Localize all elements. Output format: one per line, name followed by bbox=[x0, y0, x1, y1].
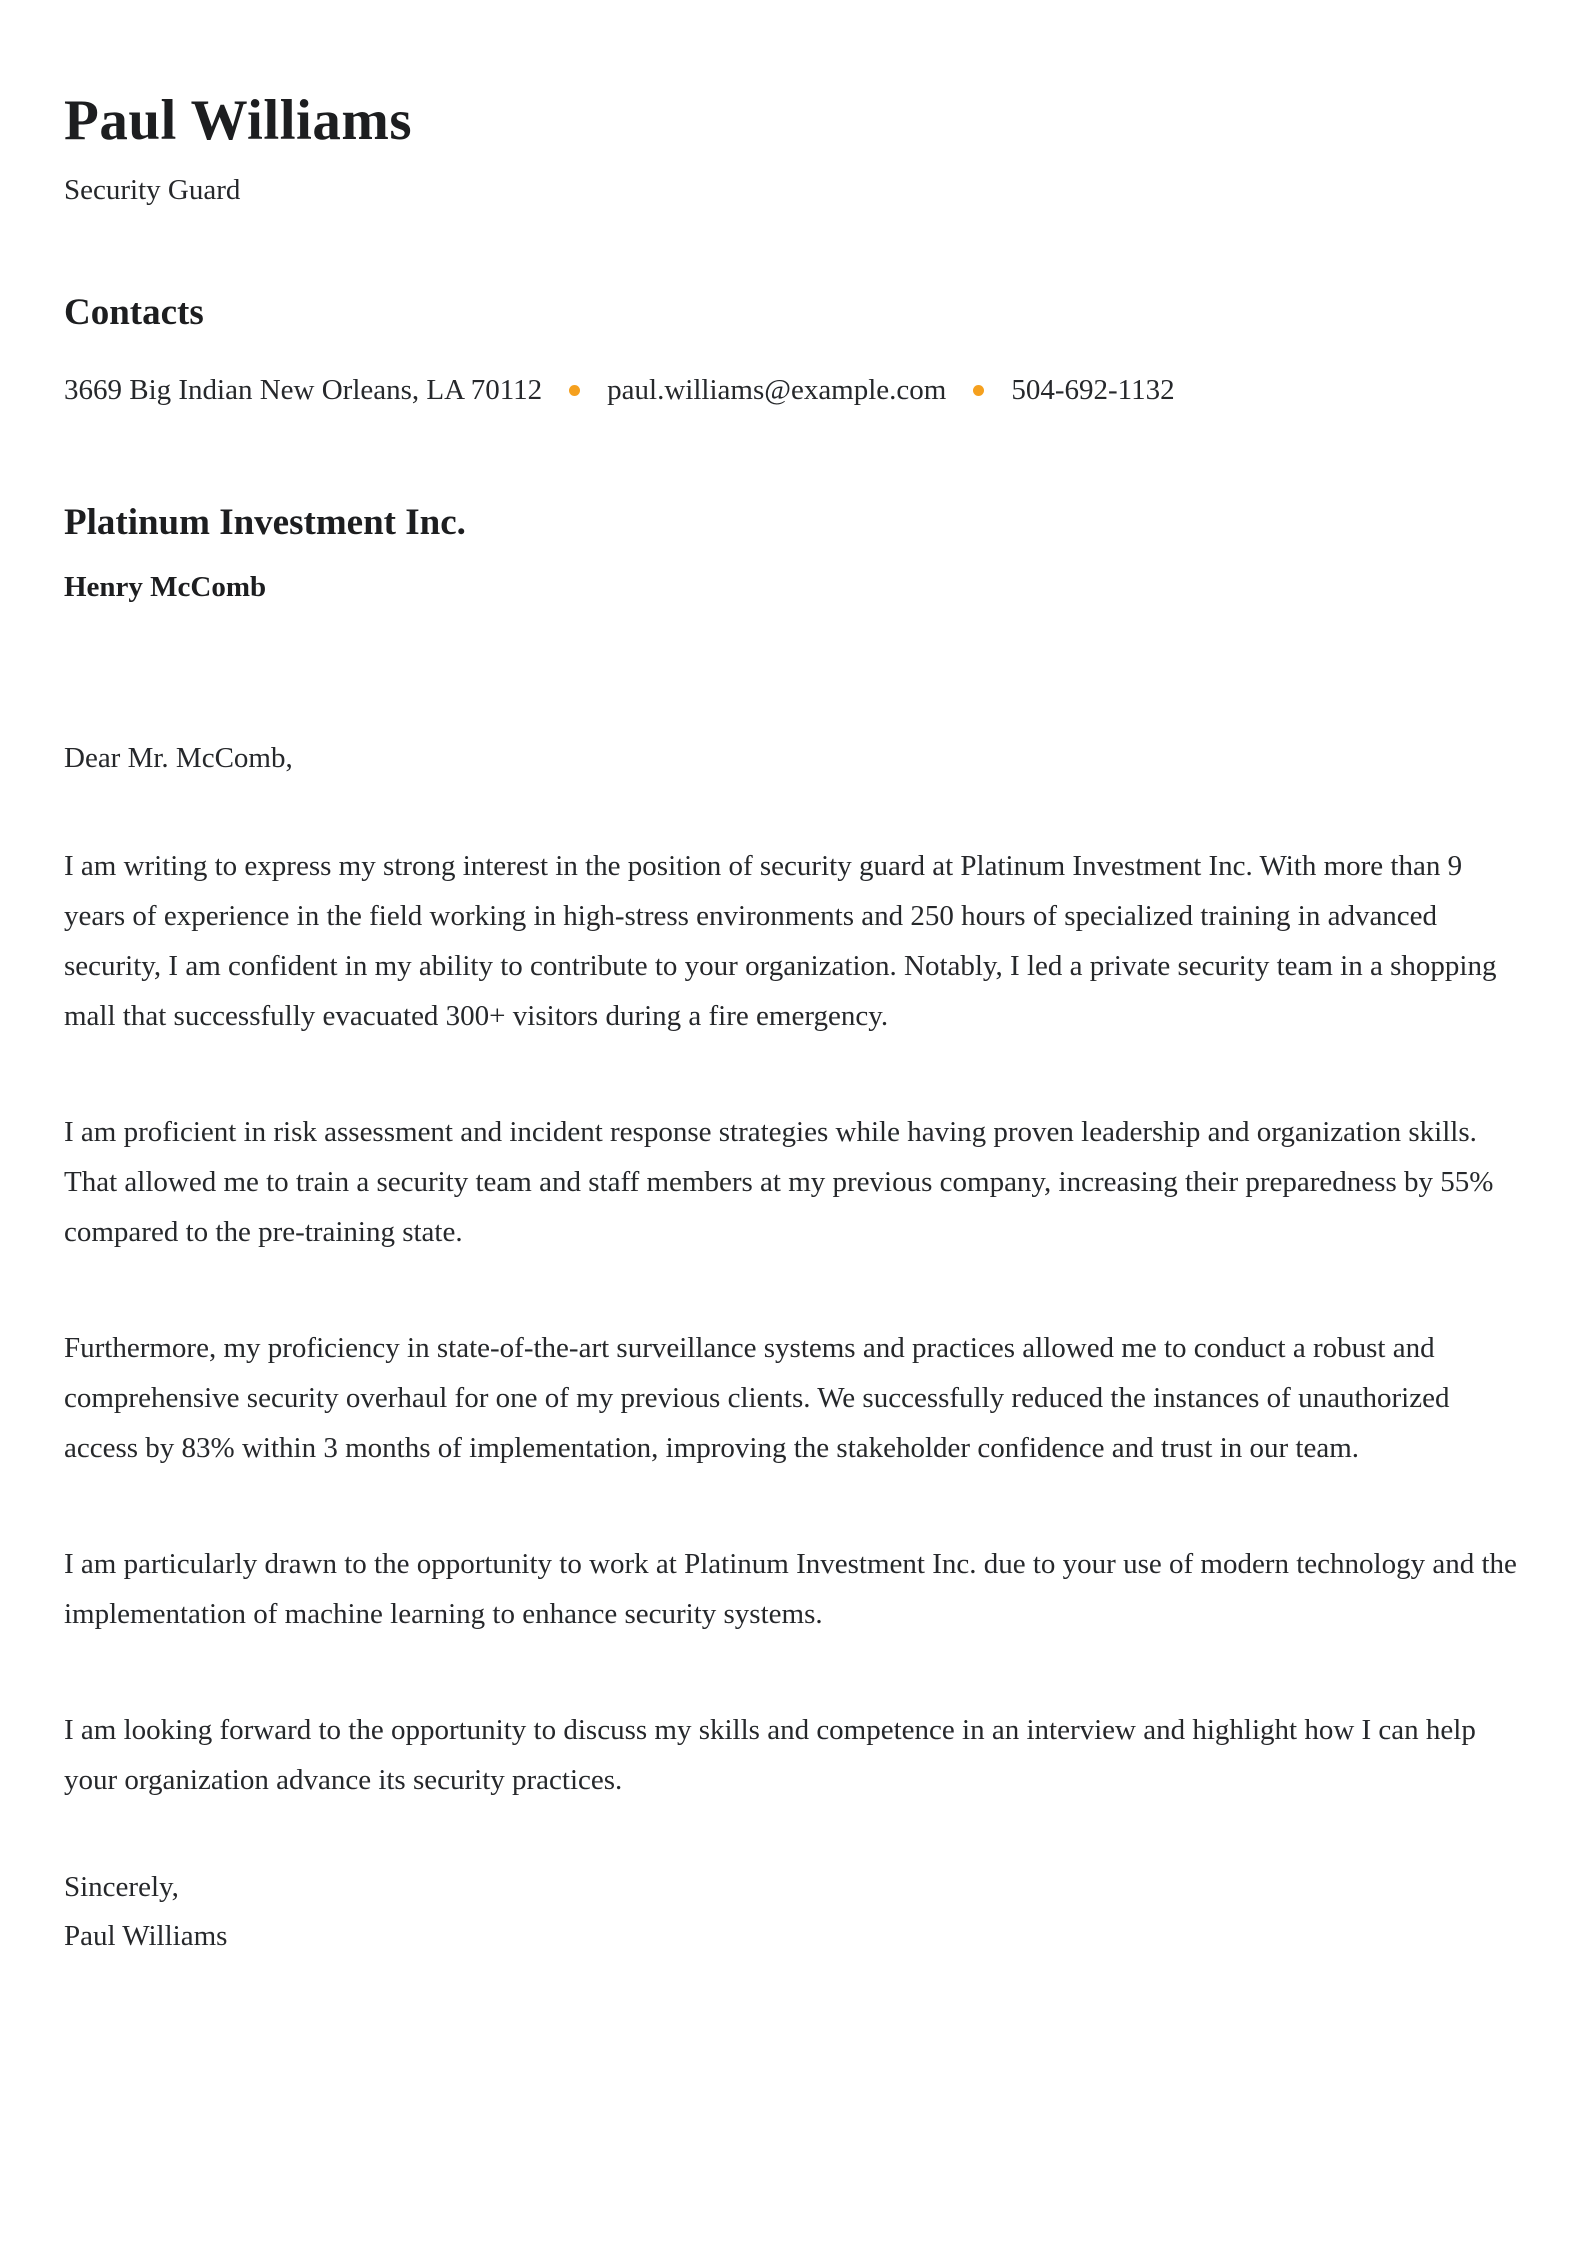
candidate-name: Paul Williams bbox=[64, 89, 413, 152]
letter-salutation: Dear Mr. McComb, bbox=[64, 741, 293, 774]
contacts-heading: Contacts bbox=[64, 291, 204, 333]
contact-email: paul.williams@example.com bbox=[607, 373, 947, 406]
recipient-contact-person: Henry McComb bbox=[64, 570, 267, 603]
contact-row bbox=[64, 374, 1524, 407]
recipient-company: Platinum Investment Inc. bbox=[64, 501, 466, 543]
letter-signature: Paul Williams bbox=[64, 1919, 228, 1952]
bullet-separator-icon bbox=[569, 385, 580, 396]
letter-paragraph: I am writing to express my strong interest in the position of security guard at Platinum Investment Inc. With more than 9 years of experience in the field working in high-stress environments and 250 hours of specialized training in advanced security, I am confident in my ability to contribute to your organization. Notably, I led a private security team in a shopping mall that successfully evacuated 300+ visitors during a fire emergency. bbox=[64, 849, 1497, 1032]
letter-paragraph: I am looking forward to the opportunity to discuss my skills and competence in an interview and highlight how I can help your organization advance its security practices. bbox=[64, 1713, 1476, 1796]
contact-address: 3669 Big Indian New Orleans, LA 70112 bbox=[64, 373, 543, 406]
contact-phone: 504-692-1132 bbox=[1011, 373, 1175, 406]
bullet-separator-icon bbox=[973, 385, 984, 396]
letter-closing: Sincerely, bbox=[64, 1870, 179, 1903]
candidate-job-title: Security Guard bbox=[64, 173, 241, 206]
letter-paragraph: I am particularly drawn to the opportunity to work at Platinum Investment Inc. due to your use of modern technology and the implementation of machine learning to enhance security systems. bbox=[64, 1547, 1517, 1630]
cover-letter-document bbox=[64, 88, 1524, 1953]
letter-paragraph: Furthermore, my proficiency in state-of-the-art surveillance systems and practices allowed me to conduct a robust and comprehensive security overhaul for one of my previous clients. We successfully reduced the instances of unauthorized access by 83% within 3 months of implementation, improving the stakeholder confidence and trust in our team. bbox=[64, 1331, 1450, 1464]
letter-paragraph: I am proficient in risk assessment and incident response strategies while having proven leadership and organization skills. That allowed me to train a security team and staff members at my previous company, increasing their preparedness by 55% compared to the pre-training state. bbox=[64, 1115, 1494, 1248]
